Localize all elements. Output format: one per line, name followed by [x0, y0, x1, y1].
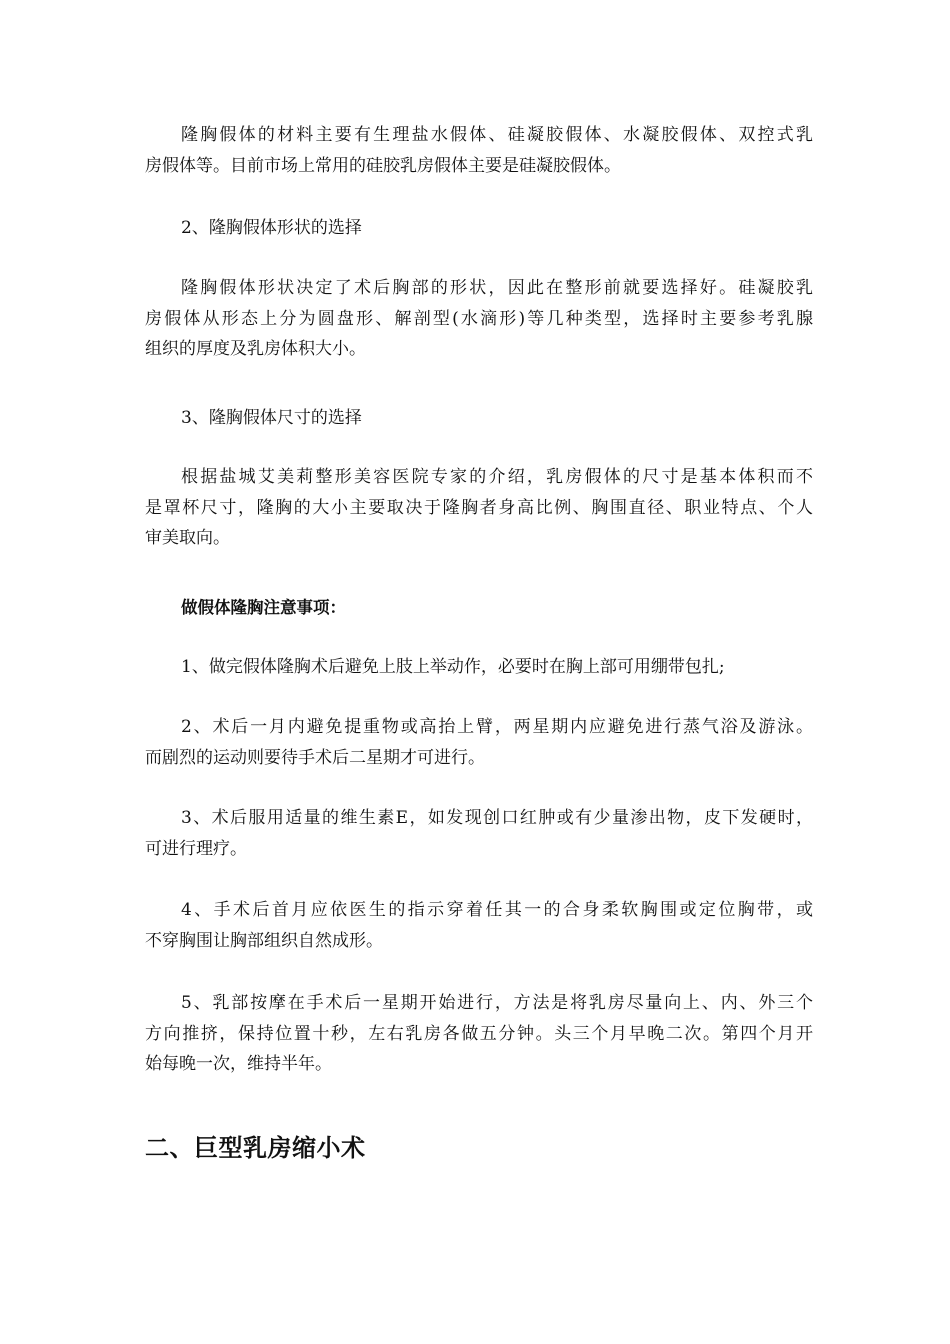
paragraph-line: 3、隆胸假体尺寸的选择 [181, 408, 362, 428]
paragraph-line: 方向推挤，保持位置十秒，左右乳房各做五分钟。头三个月早晚二次。第四个月开 [145, 1023, 813, 1044]
paragraph-line: 隆胸假体形状决定了术后胸部的形状，因此在整形前就要选择好。硅凝胶乳 [181, 278, 813, 298]
subheading-implant-shape [145, 213, 813, 244]
paragraph-line: 始每晚一次，维持半年。 [145, 1054, 332, 1074]
paragraph-line: 2、术后一月内避免提重物或高抬上臂，两星期内应避免进行蒸气浴及游泳。 [181, 717, 813, 737]
paragraph-implant-materials [145, 120, 813, 181]
paragraph-line: 5、乳部按摩在手术后一星期开始进行，方法是将乳房尽量向上、内、外三个 [181, 993, 813, 1013]
paragraph-line: 不穿胸围让胸部组织自然成形。 [145, 930, 383, 951]
precaution-item-5 [145, 988, 813, 1080]
precaution-item-1 [145, 652, 813, 683]
paragraph-line: 3、术后服用适量的维生素E，如发现创口红肿或有少量渗出物，皮下发硬时， [181, 808, 813, 828]
subheading-implant-size [145, 403, 813, 434]
precaution-item-4 [145, 895, 813, 956]
paragraph-line: 可进行理疗。 [145, 838, 247, 859]
paragraph-implant-shape [145, 273, 813, 365]
paragraph-line: 隆胸假体的材料主要有生理盐水假体、硅凝胶假体、水凝胶假体、双控式乳 [181, 125, 813, 145]
paragraph-line: 组织的厚度及乳房体积大小。 [145, 339, 366, 359]
section-heading: 二、巨型乳房缩小术 [145, 1134, 366, 1162]
paragraph-line: 是罩杯尺寸，隆胸的大小主要取决于隆胸者身高比例、胸围直径、职业特点、个人 [145, 497, 813, 518]
paragraph-line: 根据盐城艾美莉整形美容医院专家的介绍，乳房假体的尺寸是基本体积而不 [181, 467, 813, 487]
paragraph-line: 审美取向。 [145, 528, 230, 548]
paragraph-line: 4、手术后首月应依医生的指示穿着任其一的合身柔软胸围或定位胸带，或 [181, 900, 813, 920]
paragraph-line: 房假体从形态上分为圆盘形、解剖型(水滴形)等几种类型，选择时主要参考乳腺 [145, 308, 813, 329]
paragraph-line: 2、隆胸假体形状的选择 [181, 218, 362, 238]
paragraph-line: 做假体隆胸注意事项： [181, 598, 346, 617]
paragraph-line: 而剧烈的运动则要待手术后二星期才可进行。 [145, 747, 485, 768]
paragraph-line: 1、做完假体隆胸术后避免上肢上举动作，必要时在胸上部可用绷带包扎; [181, 657, 725, 677]
subheading-precautions [145, 593, 813, 624]
precaution-item-2 [145, 712, 813, 773]
paragraph-implant-size [145, 462, 813, 554]
paragraph-line: 房假体等。目前市场上常用的硅胶乳房假体主要是硅凝胶假体。 [145, 155, 621, 176]
precaution-item-3 [145, 803, 813, 864]
